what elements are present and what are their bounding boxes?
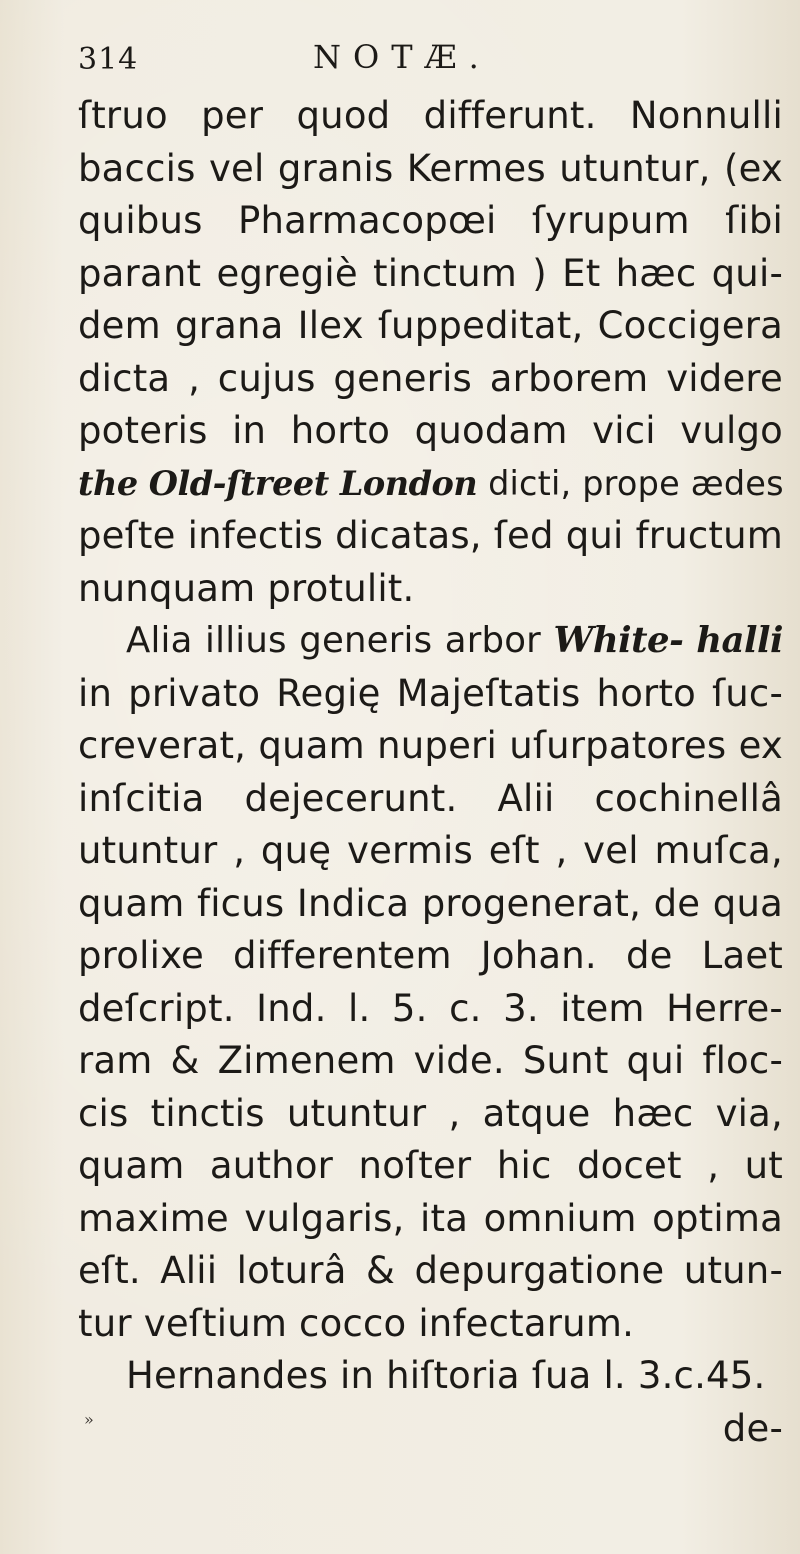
text-segment: in privato Regię Majeſtatis horto ſuc- <box>78 671 783 715</box>
text-line <box>78 1140 783 1193</box>
text-line <box>78 405 783 458</box>
text-segment: Hernandes in hiſtoria ſua l. 3.c.45. <box>126 1354 766 1397</box>
text-line <box>78 143 783 196</box>
text-segment: quam author noſter hic docet , ut <box>78 1144 783 1187</box>
text-line <box>78 248 783 301</box>
text-line <box>78 458 783 511</box>
text-line <box>78 563 783 616</box>
text-line <box>78 668 783 721</box>
text-line <box>78 720 783 773</box>
text-segment: tur veſtium cocco infectarum. <box>78 1301 635 1345</box>
italic-segment: the Old-ſtreet London <box>78 463 478 503</box>
text-line <box>78 510 783 563</box>
text-line <box>78 195 783 248</box>
text-line <box>78 1298 783 1351</box>
text-line <box>78 90 783 143</box>
text-segment: utuntur , quę vermis eſt , vel muſca, <box>78 829 783 872</box>
text-segment: dem grana Ilex ſuppeditat, Coccigera <box>78 304 783 347</box>
text-segment: dicti, prope ædes <box>477 463 784 503</box>
body-text <box>78 90 783 1455</box>
text-segment: ram & Zimenem vide. Sunt qui floc- <box>78 1039 783 1082</box>
text-line <box>78 983 783 1036</box>
text-segment: dicta , cujus generis arborem videre <box>78 356 783 400</box>
text-segment: baccis vel granis Kermes utuntur, (ex <box>78 146 783 190</box>
text-line <box>78 1035 783 1088</box>
text-line <box>78 825 783 878</box>
text-segment: cis tinctis utuntur , atque hæc via, <box>78 1091 783 1135</box>
text-segment: Alia illius generis arbor <box>126 620 554 661</box>
text-segment: poteris in horto quodam vici vulgo <box>78 409 783 452</box>
text-line <box>78 878 783 931</box>
running-head <box>78 36 738 80</box>
text-segment: inſcitia dejecerunt. Alii cochinellâ <box>78 776 783 820</box>
text-line <box>78 1245 783 1298</box>
text-segment: deſcript. Ind. l. 5. c. 3. item Herre- <box>78 986 783 1030</box>
text-segment: nunquam protulit. <box>78 566 415 610</box>
text-segment: parant egregiè tinctum ) Et hæc qui- <box>78 251 783 295</box>
text-segment: quam ficus Indica progenerat, de qua <box>78 881 783 925</box>
printer-mark: » <box>84 1410 94 1429</box>
page-number: 314 <box>78 42 139 77</box>
text-segment: prolixe differentem Johan. de Laet <box>78 934 783 977</box>
text-line <box>78 300 783 353</box>
text-segment: quibus Pharmacopœi ſyrupum ſibi <box>78 199 783 242</box>
text-segment: ſtruo per quod differunt. Nonnulli <box>78 94 783 137</box>
text-line <box>78 615 783 668</box>
text-line <box>78 353 783 406</box>
text-line <box>78 773 783 826</box>
text-segment: creverat, quam nuperi uſurpatores ex <box>78 724 783 767</box>
text-line <box>78 1350 783 1403</box>
text-segment: peſte infectis dicatas, ſed qui fructum <box>78 514 783 557</box>
text-line <box>78 1403 783 1456</box>
italic-segment: White- halli <box>553 620 783 661</box>
running-title: NOTÆ. <box>313 38 491 76</box>
text-line <box>78 930 783 983</box>
text-segment: eſt. Alii loturâ & depurgatione utun- <box>78 1249 783 1292</box>
text-line <box>78 1088 783 1141</box>
text-line <box>78 1193 783 1246</box>
text-segment: maxime vulgaris, ita omnium optima <box>78 1196 783 1240</box>
text-segment: de- <box>722 1406 783 1450</box>
